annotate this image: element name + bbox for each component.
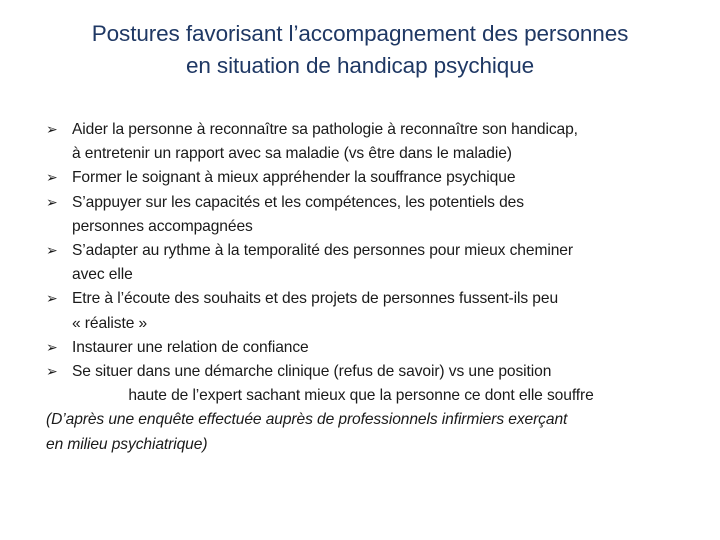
bullet-text: avec elle bbox=[72, 266, 133, 284]
bullet-text: haute de l’expert sachant mieux que la personne ce dont elle souffre bbox=[128, 387, 594, 405]
arrow-bullet-icon: ➢ bbox=[46, 122, 58, 138]
bullet-text: Se situer dans une démarche clinique (refus de savoir) vs une position bbox=[72, 363, 552, 381]
bullet-text: Etre à l’écoute des souhaits et des projets de personnes fussent-ils peu bbox=[72, 290, 559, 308]
bullet-text: « réaliste » bbox=[72, 314, 148, 332]
bullet-text: Former le soignant à mieux appréhender la souffrance psychique bbox=[72, 169, 516, 187]
arrow-bullet-icon: ➢ bbox=[46, 364, 58, 381]
bullet-item-3 bbox=[46, 191, 686, 239]
bullet-text: Aider la personne à reconnaître sa pathologie à reconnaître son handicap, bbox=[72, 121, 578, 138]
bullet-item-2 bbox=[46, 166, 686, 190]
source-note bbox=[46, 408, 686, 456]
bullet-item-7 bbox=[46, 360, 686, 408]
bullet-text: S’appuyer sur les capacités et les compétences, les potentiels des bbox=[72, 193, 524, 211]
slide-title-line-1: Postures favorisant l’accompagnement des personnes bbox=[91, 21, 629, 46]
arrow-bullet-icon: ➢ bbox=[46, 339, 58, 356]
arrow-bullet-icon: ➢ bbox=[46, 194, 58, 211]
bullet-text: S’adapter au rythme à la temporalité des personnes pour mieux cheminer bbox=[72, 242, 573, 260]
bullet-item-6 bbox=[46, 336, 686, 360]
arrow-bullet-icon: ➢ bbox=[46, 291, 58, 308]
arrow-bullet-icon: ➢ bbox=[46, 170, 58, 187]
source-note-line-2: en milieu psychiatrique) bbox=[46, 435, 208, 453]
bullet-item-5 bbox=[46, 287, 686, 335]
bullet-text: Instaurer une relation de confiance bbox=[72, 338, 309, 356]
bullet-item-4 bbox=[46, 239, 686, 287]
slide-title bbox=[30, 18, 690, 82]
bullet-text: à entretenir un rapport avec sa maladie (vs être dans le maladie) bbox=[72, 145, 512, 163]
slide-title-line-2: en situation de handicap psychique bbox=[185, 53, 535, 78]
source-note-line-1: (D’après une enquête effectuée auprès de professionnels infirmiers exerçant bbox=[46, 411, 568, 429]
bullet-item-1 bbox=[46, 118, 686, 166]
arrow-bullet-icon: ➢ bbox=[46, 243, 58, 260]
bullet-text: personnes accompagnées bbox=[72, 217, 253, 235]
bullet-list bbox=[46, 118, 686, 457]
